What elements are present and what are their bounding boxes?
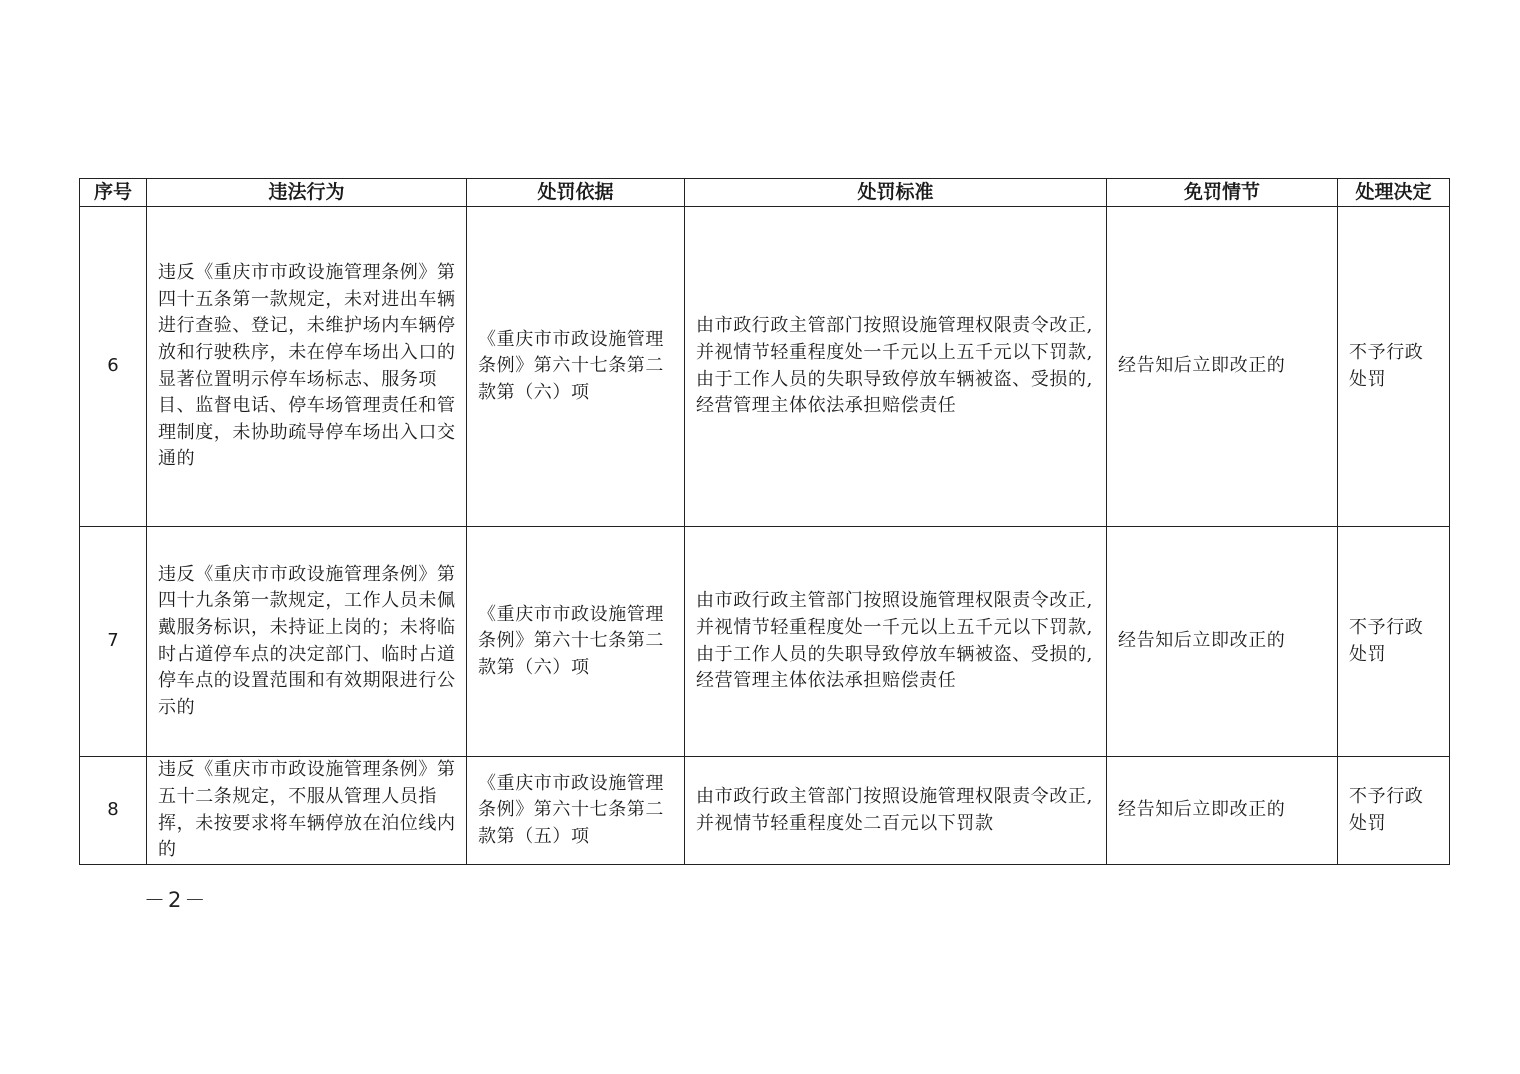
cell-exemption: 经告知后立即改正的	[1107, 527, 1338, 757]
header-exemption: 免罚情节	[1107, 179, 1338, 207]
cell-basis: 《重庆市市政设施管理条例》第六十七条第二款第（五）项	[467, 757, 685, 865]
page-number: －2－	[144, 888, 209, 912]
table-row	[80, 757, 1450, 865]
cell-violation: 违反《重庆市市政设施管理条例》第四十九条第一款规定，工作人员未佩戴服务标识，未持证上岗的；未将临时占道停车点的决定部门、临时占道停车点的设置范围和有效期限进行公示的	[147, 527, 467, 757]
cell-violation: 违反《重庆市市政设施管理条例》第四十五条第一款规定，未对进出车辆进行查验、登记，未维护场内车辆停放和行驶秩序，未在停车场出入口的显著位置明示停车场标志、服务项目、监督电话、停车场管理责任和管理制度，未协助疏导停车场出入口交通的	[147, 207, 467, 527]
table-header	[80, 179, 1450, 207]
cell-standard: 由市政行政主管部门按照设施管理权限责令改正,并视情节轻重程度处一千元以上五千元以下罚款,由于工作人员的失职导致停放车辆被盗、受损的,经营管理主体依法承担赔偿责任	[685, 207, 1107, 527]
header-basis: 处罚依据	[467, 179, 685, 207]
cell-basis: 《重庆市市政设施管理条例》第六十七条第二款第（六）项	[467, 527, 685, 757]
header-violation: 违法行为	[147, 179, 467, 207]
penalty-table	[79, 178, 1450, 865]
header-standard: 处罚标准	[685, 179, 1107, 207]
cell-standard: 由市政行政主管部门按照设施管理权限责令改正,并视情节轻重程度处一千元以上五千元以下罚款,由于工作人员的失职导致停放车辆被盗、受损的,经营管理主体依法承担赔偿责任	[685, 527, 1107, 757]
cell-exemption: 经告知后立即改正的	[1107, 757, 1338, 865]
cell-standard: 由市政行政主管部门按照设施管理权限责令改正,并视情节轻重程度处二百元以下罚款	[685, 757, 1107, 865]
cell-decision: 不予行政处罚	[1338, 527, 1450, 757]
cell-seq: 8	[80, 757, 147, 865]
cell-decision: 不予行政处罚	[1338, 207, 1450, 527]
cell-violation: 违反《重庆市市政设施管理条例》第五十二条规定，不服从管理人员指挥，未按要求将车辆停放在泊位线内的	[147, 757, 467, 865]
header-seq: 序号	[80, 179, 147, 207]
cell-decision: 不予行政处罚	[1338, 757, 1450, 865]
table-row	[80, 527, 1450, 757]
cell-basis: 《重庆市市政设施管理条例》第六十七条第二款第（六）项	[467, 207, 685, 527]
table-row	[80, 207, 1450, 527]
table-body	[80, 207, 1450, 865]
cell-seq: 7	[80, 527, 147, 757]
header-decision: 处理决定	[1338, 179, 1450, 207]
table-header-row	[80, 179, 1450, 207]
cell-seq: 6	[80, 207, 147, 527]
cell-exemption: 经告知后立即改正的	[1107, 207, 1338, 527]
